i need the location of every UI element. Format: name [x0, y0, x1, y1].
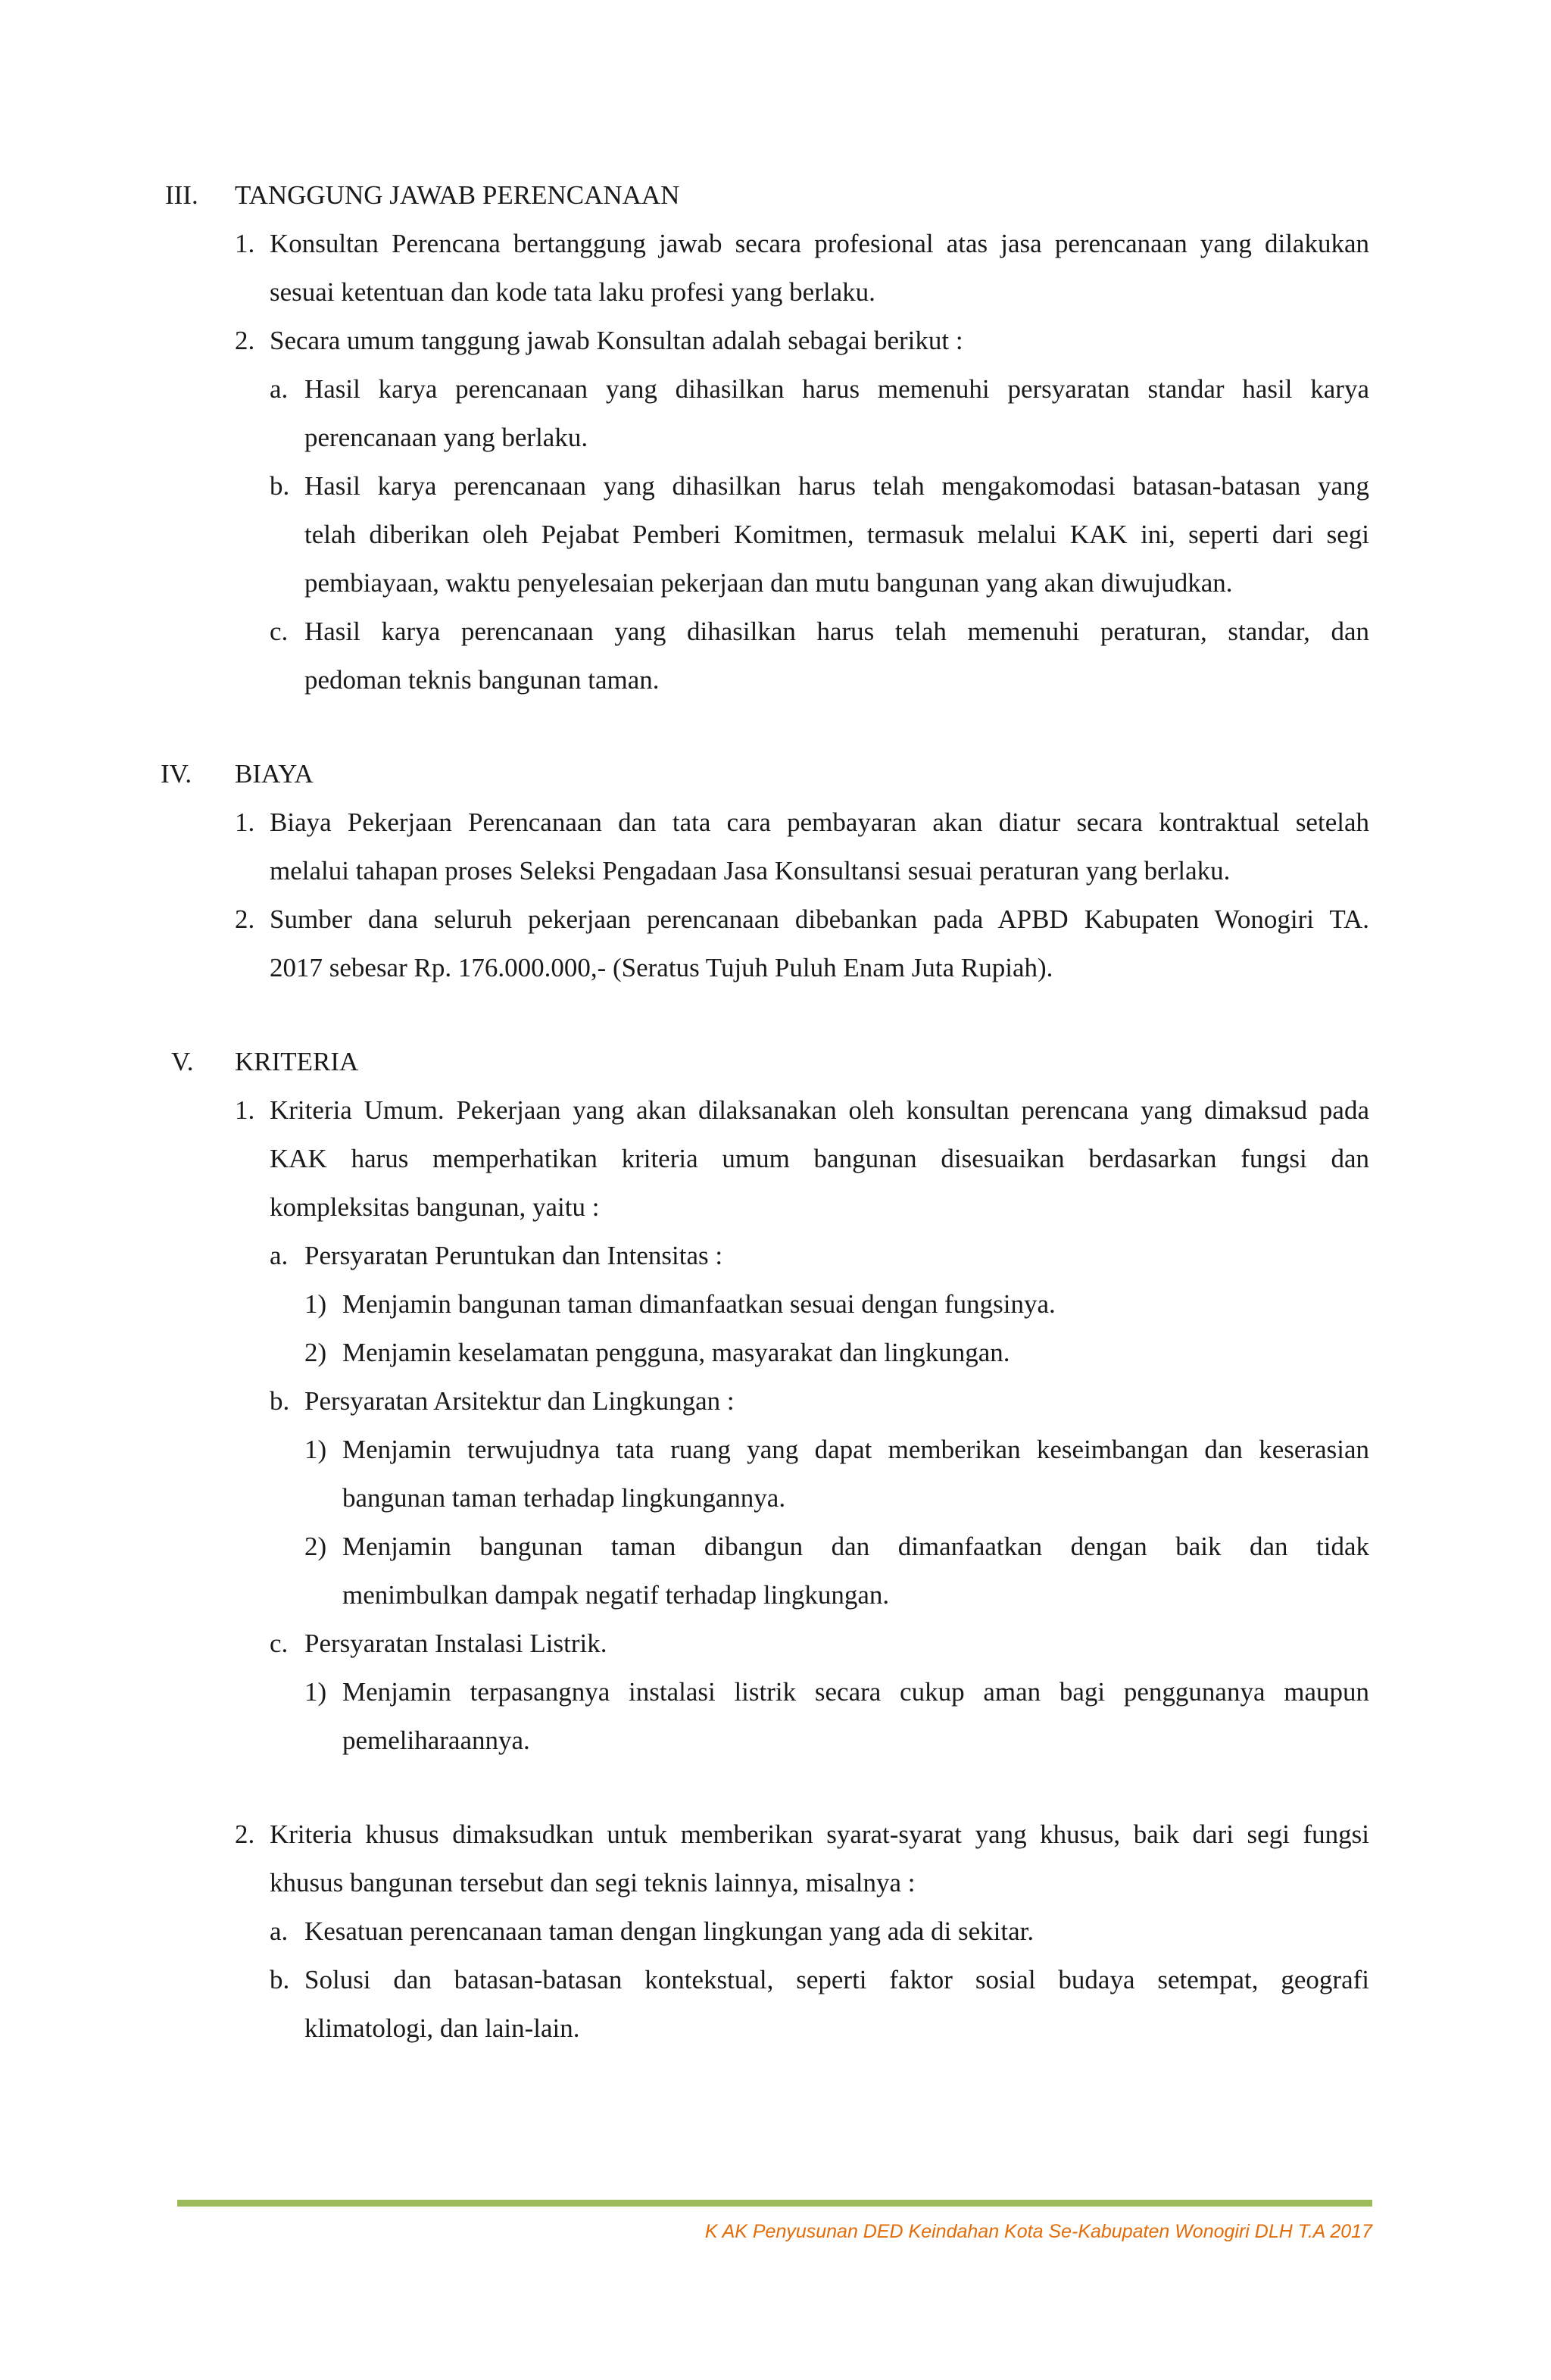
- paragraph-line: Menjamin keselamatan pengguna, masyarakat dan lingkungan.: [342, 1338, 1010, 1367]
- list-marker: c.: [270, 617, 289, 646]
- paragraph-line: Persyaratan Peruntukan dan Intensitas :: [304, 1241, 723, 1270]
- paragraph-line: menimbulkan dampak negatif terhadap lingkungan.: [342, 1580, 890, 1610]
- list-marker: 1): [304, 1289, 327, 1319]
- paragraph-line: KAK harus memperhatikan kriteria umum bangunan disesuaikan berdasarkan fungsi dan: [270, 1144, 1369, 1173]
- section-numeral: V.: [171, 1047, 194, 1076]
- list-marker: 1): [304, 1435, 327, 1464]
- list-marker: 1.: [235, 807, 255, 837]
- paragraph-line: Kriteria Umum. Pekerjaan yang akan dilaksanakan oleh konsultan perencana yang dimaksud pada: [270, 1095, 1369, 1125]
- paragraph-line: pembiayaan, waktu penyelesaian pekerjaan dan mutu bangunan yang akan diwujudkan.: [304, 568, 1233, 598]
- paragraph-line: sesuai ketentuan dan kode tata laku profesi yang berlaku.: [270, 277, 875, 307]
- paragraph-line: Persyaratan Arsitektur dan Lingkungan :: [304, 1386, 735, 1416]
- paragraph-line: Menjamin terpasangnya instalasi listrik secara cukup aman bagi penggunanya maupun: [342, 1677, 1369, 1707]
- list-marker: 1.: [235, 1095, 255, 1125]
- list-marker: 2.: [235, 326, 255, 355]
- list-marker: 1.: [235, 229, 255, 258]
- paragraph-line: melalui tahapan proses Seleksi Pengadaan Jasa Konsultansi sesuai peraturan yang berlaku.: [270, 856, 1231, 885]
- section-numeral: IV.: [161, 759, 192, 789]
- paragraph-line: Kesatuan perencanaan taman dengan lingkungan yang ada di sekitar.: [304, 1916, 1035, 1946]
- list-marker: a.: [270, 1241, 289, 1270]
- paragraph-line: Solusi dan batasan-batasan kontekstual, seperti faktor sosial budaya setempat, geografi: [304, 1965, 1369, 1994]
- list-marker: b.: [270, 1965, 290, 1994]
- paragraph-line: pedoman teknis bangunan taman.: [304, 665, 660, 695]
- list-marker: b.: [270, 471, 290, 501]
- list-marker: 2): [304, 1338, 327, 1367]
- paragraph-line: Menjamin bangunan taman dimanfaatkan sesuai dengan fungsinya.: [342, 1289, 1056, 1319]
- section-numeral: III.: [165, 180, 198, 210]
- paragraph-line: bangunan taman terhadap lingkungannya.: [342, 1483, 786, 1513]
- paragraph-line: 2017 sebesar Rp. 176.000.000,- (Seratus Tujuh Puluh Enam Juta Rupiah).: [270, 953, 1053, 982]
- paragraph-line: kompleksitas bangunan, yaitu :: [270, 1192, 600, 1222]
- list-marker: c.: [270, 1629, 289, 1658]
- list-marker: a.: [270, 1916, 289, 1946]
- list-marker: 2.: [235, 904, 255, 934]
- list-marker: b.: [270, 1386, 290, 1416]
- paragraph-line: telah diberikan oleh Pejabat Pemberi Komitmen, termasuk melalui KAK ini, seperti dari segi: [304, 520, 1369, 549]
- list-marker: 1): [304, 1677, 327, 1707]
- paragraph-line: klimatologi, dan lain-lain.: [304, 2013, 580, 2043]
- paragraph-line: Biaya Pekerjaan Perencanaan dan tata cara pembayaran akan diatur secara kontraktual setelah: [270, 807, 1369, 837]
- list-marker: 2.: [235, 1819, 255, 1849]
- paragraph-line: Secara umum tanggung jawab Konsultan adalah sebagai berikut :: [270, 326, 963, 355]
- paragraph-line: Hasil karya perencanaan yang dihasilkan harus telah mengakomodasi batasan-batasan yang: [304, 471, 1369, 501]
- footer-text: K AK Penyusunan DED Keindahan Kota Se-Kabupaten Wonogiri DLH T.A 2017: [704, 2221, 1372, 2242]
- paragraph-line: khusus bangunan tersebut dan segi teknis lainnya, misalnya :: [270, 1868, 916, 1897]
- paragraph-line: Menjamin bangunan taman dibangun dan dimanfaatkan dengan baik dan tidak: [342, 1532, 1369, 1561]
- paragraph-line: perencanaan yang berlaku.: [304, 423, 588, 452]
- section-title: TANGGUNG JAWAB PERENCANAAN: [235, 180, 680, 210]
- paragraph-line: Hasil karya perencanaan yang dihasilkan harus memenuhi persyaratan standar hasil karya: [304, 374, 1369, 404]
- list-marker: 2): [304, 1532, 327, 1561]
- paragraph-line: Menjamin terwujudnya tata ruang yang dapat memberikan keseimbangan dan keserasian: [342, 1435, 1369, 1464]
- paragraph-line: Hasil karya perencanaan yang dihasilkan harus telah memenuhi peraturan, standar, dan: [304, 617, 1369, 646]
- list-marker: a.: [270, 374, 289, 404]
- paragraph-line: Persyaratan Instalasi Listrik.: [304, 1629, 607, 1658]
- footer-rule: [177, 2200, 1372, 2207]
- section-title: KRITERIA: [235, 1047, 359, 1076]
- paragraph-line: Sumber dana seluruh pekerjaan perencanaan dibebankan pada APBD Kabupaten Wonogiri TA.: [270, 904, 1369, 934]
- paragraph-line: Kriteria khusus dimaksudkan untuk memberikan syarat-syarat yang khusus, baik dari segi fungsi: [270, 1819, 1369, 1849]
- paragraph-line: pemeliharaannya.: [342, 1726, 530, 1755]
- section-title: BIAYA: [235, 759, 314, 789]
- paragraph-line: Konsultan Perencana bertanggung jawab secara profesional atas jasa perencanaan yang dilakukan: [270, 229, 1369, 258]
